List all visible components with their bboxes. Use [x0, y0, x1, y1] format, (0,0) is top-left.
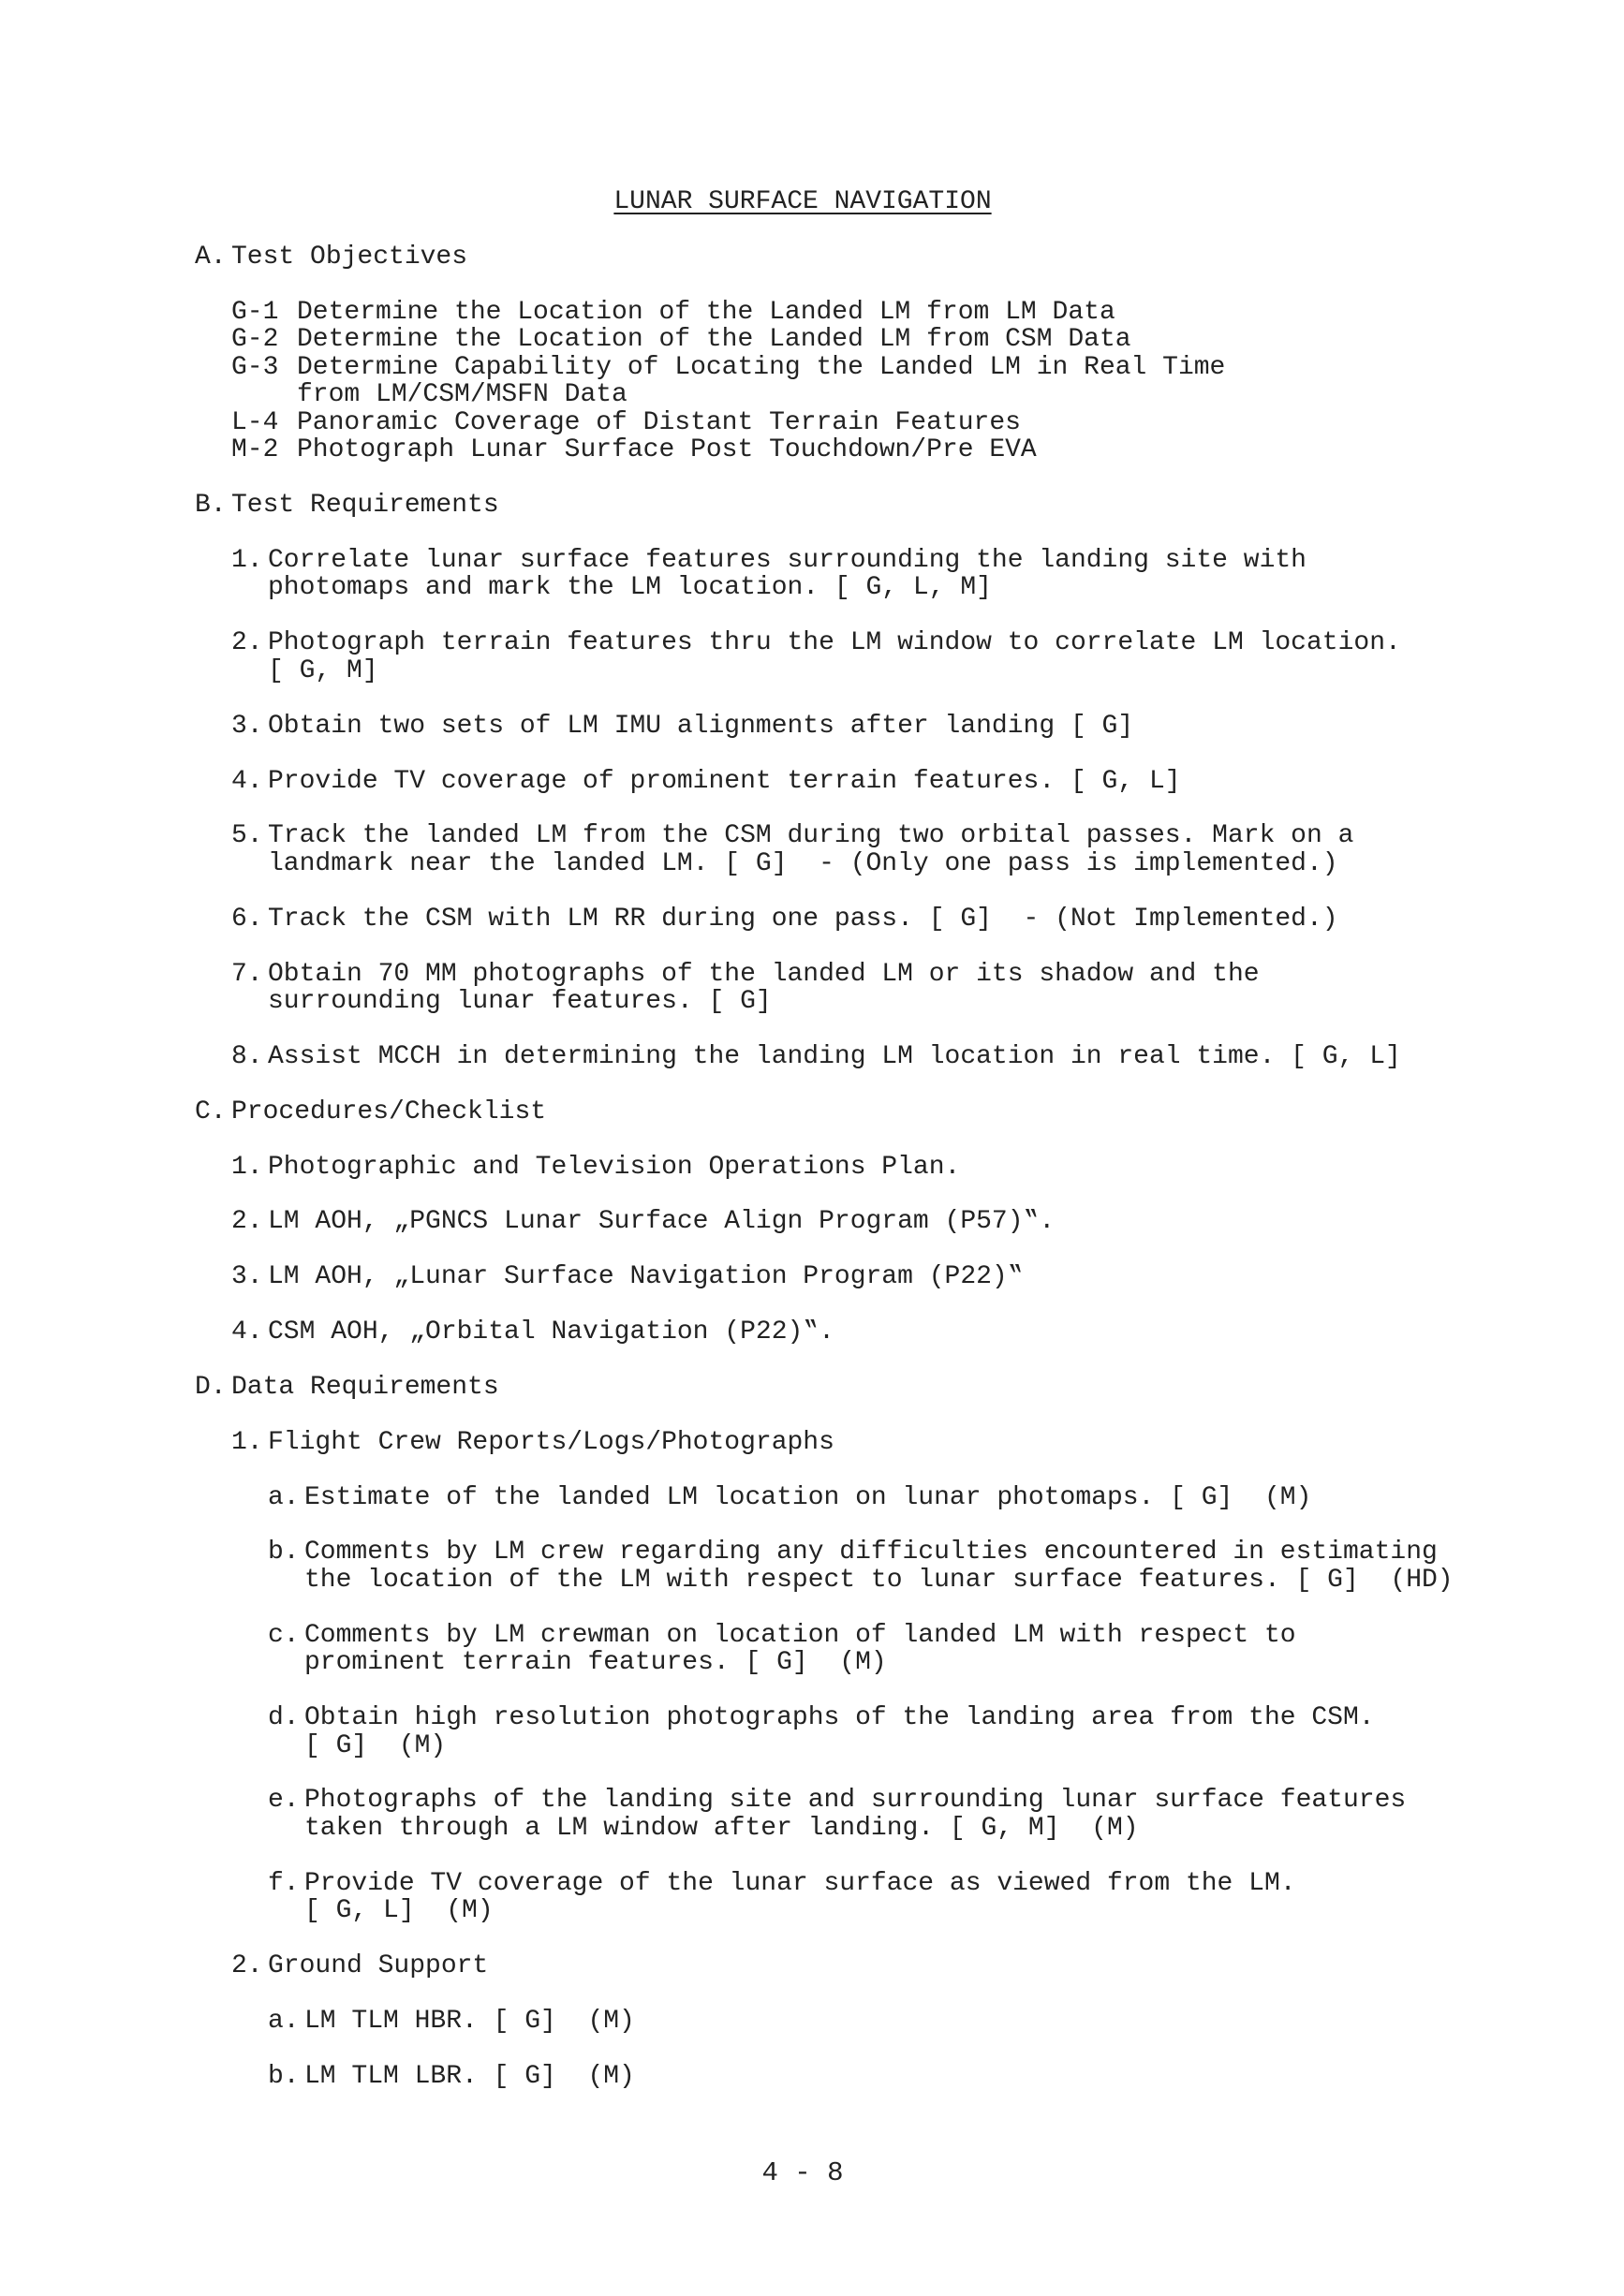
requirement-text: Assist MCCH in determining the landing LM location in real time. [ G, L] [268, 1042, 1401, 1071]
requirement-number: 7. [231, 960, 263, 989]
requirement-text-continued: surrounding lunar features. [ G] [268, 987, 772, 1016]
procedure-number: 2. [231, 1207, 263, 1236]
section-b-letter: B. [195, 491, 227, 520]
procedure-text: Photographic and Television Operations Plan. [268, 1153, 961, 1182]
data-item-text: Obtain high resolution photographs of the landing area from the CSM. [304, 1703, 1375, 1732]
requirement-text: Obtain 70 MM photographs of the landed LM or its shadow and the [268, 960, 1260, 989]
objective-text-continued: from LM/CSM/MSFN Data [297, 380, 627, 409]
objective-text: Determine Capability of Locating the Landed LM in Real Time [297, 353, 1226, 382]
data-item-letter: a. [268, 1483, 300, 1512]
procedure-number: 1. [231, 1153, 263, 1182]
requirement-number: 4. [231, 767, 263, 796]
requirement-text: Obtain two sets of LM IMU alignments after landing [ G] [268, 712, 1134, 741]
objective-code: G-2 [231, 325, 279, 354]
page-title: LUNAR SURFACE NAVIGATION [613, 187, 992, 216]
section-d-letter: D. [195, 1373, 227, 1402]
procedure-text: LM AOH, „Lunar Surface Navigation Program (P22)‟ [268, 1262, 1024, 1291]
data-group-number: 1. [231, 1428, 263, 1457]
requirement-number: 6. [231, 905, 263, 934]
procedure-number: 3. [231, 1262, 263, 1291]
data-item-letter: c. [268, 1621, 300, 1650]
procedure-number: 4. [231, 1317, 263, 1347]
data-item-text-continued: [ G, L] (M) [304, 1896, 494, 1925]
data-item-letter: e. [268, 1786, 300, 1815]
data-item-letter: b. [268, 1538, 300, 1567]
data-item-letter: a. [268, 2007, 300, 2036]
section-b-heading: Test Requirements [231, 491, 499, 520]
objective-text: Panoramic Coverage of Distant Terrain Features [297, 408, 1021, 437]
data-item-text-continued: taken through a LM window after landing. [ G, M] (M) [304, 1814, 1139, 1843]
section-c-letter: C. [195, 1097, 227, 1126]
data-group-heading: Ground Support [268, 1951, 489, 1980]
objective-code: G-1 [231, 298, 279, 327]
data-item-text-continued: prominent terrain features. [ G] (M) [304, 1648, 887, 1677]
objective-code: G-3 [231, 353, 279, 382]
objective-code: L-4 [231, 408, 279, 437]
requirement-number: 2. [231, 628, 263, 657]
requirement-text: Correlate lunar surface features surrounding the landing site with [268, 546, 1307, 575]
data-item-text-continued: the location of the LM with respect to lunar surface features. [ G] (HD) [304, 1566, 1454, 1595]
data-group-number: 2. [231, 1951, 263, 1980]
data-item-text: LM TLM LBR. [ G] (M) [304, 2062, 635, 2091]
section-d-heading: Data Requirements [231, 1373, 499, 1402]
data-item-letter: f. [268, 1869, 300, 1898]
data-item-text: Estimate of the landed LM location on lunar photomaps. [ G] (M) [304, 1483, 1312, 1512]
section-c-heading: Procedures/Checklist [231, 1097, 547, 1126]
page-number: 4 - 8 [761, 2157, 844, 2188]
data-item-text: Provide TV coverage of the lunar surface as viewed from the LM. [304, 1869, 1296, 1898]
data-group-heading: Flight Crew Reports/Logs/Photographs [268, 1428, 834, 1457]
objective-text: Photograph Lunar Surface Post Touchdown/Pre EVA [297, 435, 1037, 464]
requirement-number: 5. [231, 821, 263, 850]
requirement-text-continued: [ G, M] [268, 656, 378, 685]
data-item-text: Comments by LM crewman on location of landed LM with respect to [304, 1621, 1296, 1650]
data-item-text: Comments by LM crew regarding any difficulties encountered in estimating [304, 1538, 1438, 1567]
section-a-letter: A. [195, 243, 227, 272]
data-item-text: Photographs of the landing site and surrounding lunar surface features [304, 1786, 1407, 1815]
requirement-text-continued: landmark near the landed LM. [ G] - (Only one pass is implemented.) [268, 849, 1338, 878]
data-item-letter: b. [268, 2062, 300, 2091]
requirement-number: 8. [231, 1042, 263, 1071]
requirement-text-continued: photomaps and mark the LM location. [ G, L, M] [268, 573, 992, 602]
data-item-text-continued: [ G] (M) [304, 1731, 447, 1760]
procedure-text: CSM AOH, „Orbital Navigation (P22)‟. [268, 1317, 834, 1347]
objective-text: Determine the Location of the Landed LM from LM Data [297, 298, 1115, 327]
procedure-text: LM AOH, „PGNCS Lunar Surface Align Program (P57)‟. [268, 1207, 1056, 1236]
requirement-text: Photograph terrain features thru the LM window to correlate LM location. [268, 628, 1401, 657]
requirement-text: Track the CSM with LM RR during one pass. [ G] - (Not Implemented.) [268, 905, 1338, 934]
requirement-text: Track the landed LM from the CSM during two orbital passes. Mark on a [268, 821, 1354, 850]
requirement-text: Provide TV coverage of prominent terrain features. [ G, L] [268, 767, 1181, 796]
data-item-text: LM TLM HBR. [ G] (M) [304, 2007, 635, 2036]
objective-text: Determine the Location of the Landed LM from CSM Data [297, 325, 1131, 354]
requirement-number: 1. [231, 546, 263, 575]
section-a-heading: Test Objectives [231, 243, 468, 272]
requirement-number: 3. [231, 712, 263, 741]
objective-code: M-2 [231, 435, 279, 464]
data-item-letter: d. [268, 1703, 300, 1732]
